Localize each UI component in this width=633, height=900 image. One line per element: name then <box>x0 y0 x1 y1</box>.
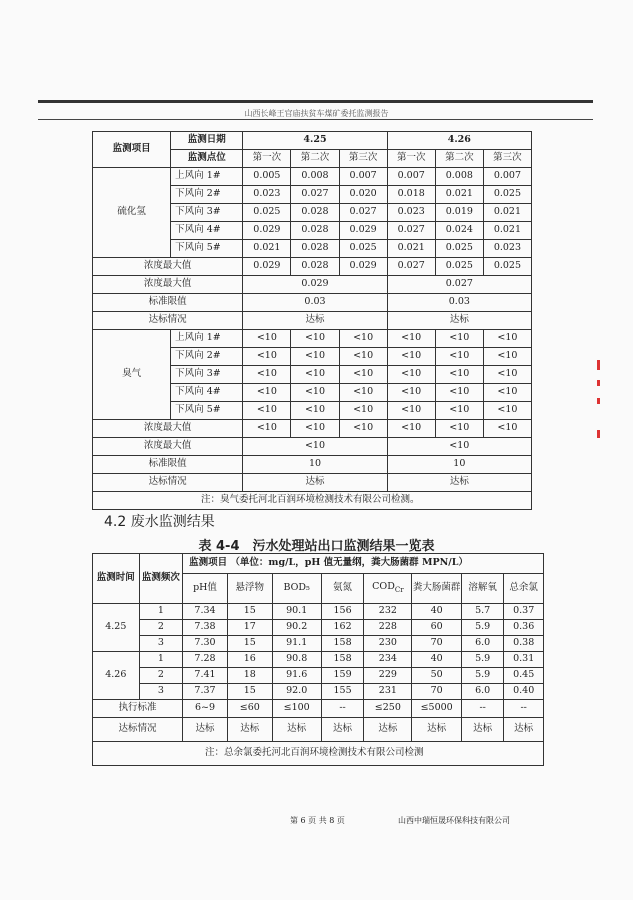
footer-page-number: 第 6 页 共 8 页 <box>290 816 345 825</box>
value-cell: 232 <box>364 604 412 620</box>
point-cell: 上风向 1# <box>171 168 243 186</box>
value-cell: 0.020 <box>339 186 387 204</box>
value-cell: 7.28 <box>183 652 228 668</box>
summary-label: 执行标准 <box>93 700 183 718</box>
value-cell: <10 <box>483 402 531 420</box>
status-row <box>93 718 544 742</box>
value-cell: 7.37 <box>183 684 228 700</box>
standard-value: ≤100 <box>272 700 321 718</box>
value-cell: 7.38 <box>183 620 228 636</box>
point-cell: 下风向 4# <box>171 222 243 240</box>
value-cell: 0.025 <box>435 258 483 276</box>
freq-cell: 2 <box>139 620 182 636</box>
summary-label: 浓度最大值 <box>93 276 243 294</box>
value-cell: 0.029 <box>339 258 387 276</box>
group-name: 臭气 <box>93 330 171 420</box>
freq-cell: 1 <box>139 652 182 668</box>
summary-label: 达标情况 <box>93 718 183 742</box>
footer-company: 山西中瑞恒晟环保科技有限公司 <box>398 816 510 825</box>
value-cell: <10 <box>291 330 339 348</box>
header-row <box>93 554 544 574</box>
status-value: 达标 <box>227 718 272 742</box>
column-header: 粪大肠菌群 <box>412 574 462 604</box>
header-rule <box>38 100 593 103</box>
value-cell: <10 <box>339 330 387 348</box>
value-cell: 0.018 <box>387 186 435 204</box>
group-name: 硫化氢 <box>93 168 171 258</box>
value-cell: 15 <box>227 636 272 652</box>
value-cell: 7.34 <box>183 604 228 620</box>
value-cell: 0.025 <box>483 258 531 276</box>
table-row <box>93 668 544 684</box>
column-header: 溶解氧 <box>461 574 503 604</box>
value-cell: 0.023 <box>243 186 291 204</box>
freq-header: 监测频次 <box>139 554 182 604</box>
freq-cell: 1 <box>139 604 182 620</box>
time-header: 第三次 <box>483 150 531 168</box>
table-row <box>93 636 544 652</box>
value-cell: 158 <box>321 636 364 652</box>
value-cell: 70 <box>412 684 462 700</box>
value-cell: <10 <box>435 330 483 348</box>
point-cell: 下风向 2# <box>171 348 243 366</box>
summary-value: 达标 <box>387 312 531 330</box>
value-cell: 60 <box>412 620 462 636</box>
value-cell: 0.021 <box>243 240 291 258</box>
value-cell: 6.0 <box>461 684 503 700</box>
summary-value: <10 <box>387 438 531 456</box>
date-header: 监测日期 <box>171 132 243 150</box>
value-cell: 5.9 <box>461 620 503 636</box>
wastewater-table <box>92 553 544 766</box>
cod-subscript: Cr <box>394 586 404 595</box>
value-cell: <10 <box>483 384 531 402</box>
header-text: 山西长峰王官庙扶贫车煤矿委托监测报告 <box>244 109 389 118</box>
column-header: BOD₅ <box>272 574 321 604</box>
air-monitoring-table <box>92 131 532 510</box>
value-cell: <10 <box>387 384 435 402</box>
value-cell: 0.008 <box>435 168 483 186</box>
value-cell: 162 <box>321 620 364 636</box>
value-cell: 0.027 <box>387 222 435 240</box>
table-row <box>93 456 532 474</box>
column-header: 氨氮 <box>321 574 364 604</box>
freq-cell: 3 <box>139 636 182 652</box>
value-cell: 0.025 <box>339 240 387 258</box>
value-cell: 0.024 <box>435 222 483 240</box>
column-header: pH值 <box>183 574 228 604</box>
standard-value: ≤5000 <box>412 700 462 718</box>
point-cell: 下风向 5# <box>171 240 243 258</box>
value-cell: <10 <box>339 348 387 366</box>
column-header: $COD_{Cr}$ <box>364 574 412 604</box>
time-header: 监测时间 <box>93 554 140 604</box>
status-value: 达标 <box>364 718 412 742</box>
value-cell: 91.1 <box>272 636 321 652</box>
stamp-edge-mark <box>597 360 600 370</box>
value-cell: 7.41 <box>183 668 228 684</box>
date-cell: 4.26 <box>93 652 140 700</box>
standard-value: -- <box>461 700 503 718</box>
value-cell: 0.37 <box>504 604 544 620</box>
value-cell: <10 <box>387 366 435 384</box>
stamp-edge-mark <box>597 398 600 404</box>
date-cell: 4.25 <box>93 604 140 652</box>
summary-value: 10 <box>243 456 387 474</box>
value-cell: 0.021 <box>483 204 531 222</box>
time-header: 第一次 <box>387 150 435 168</box>
status-value: 达标 <box>183 718 228 742</box>
value-cell: 7.30 <box>183 636 228 652</box>
value-cell: 70 <box>412 636 462 652</box>
value-cell: 0.45 <box>504 668 544 684</box>
value-cell: 0.029 <box>243 222 291 240</box>
time-header: 第二次 <box>435 150 483 168</box>
date-cell: 4.25 <box>243 132 387 150</box>
value-cell: <10 <box>483 348 531 366</box>
point-cell: 下风向 2# <box>171 186 243 204</box>
value-cell: <10 <box>435 384 483 402</box>
value-cell: 90.1 <box>272 604 321 620</box>
value-cell: 0.028 <box>291 204 339 222</box>
column-header: 悬浮物 <box>227 574 272 604</box>
standard-value: ≤250 <box>364 700 412 718</box>
value-cell: 0.025 <box>483 186 531 204</box>
summary-value: 0.03 <box>243 294 387 312</box>
status-value: 达标 <box>272 718 321 742</box>
value-cell: 0.008 <box>291 168 339 186</box>
table-row <box>93 604 544 620</box>
value-cell: 230 <box>364 636 412 652</box>
value-cell: <10 <box>243 420 291 438</box>
value-cell: 0.029 <box>243 258 291 276</box>
table-row <box>93 294 532 312</box>
value-cell: <10 <box>243 402 291 420</box>
status-value: 达标 <box>461 718 503 742</box>
value-cell: 5.9 <box>461 668 503 684</box>
value-cell: 0.007 <box>483 168 531 186</box>
standard-value: ≤60 <box>227 700 272 718</box>
value-cell: 0.021 <box>483 222 531 240</box>
freq-cell: 3 <box>139 684 182 700</box>
stamp-edge-mark <box>597 430 600 438</box>
item-header: 监测项目 <box>93 132 171 168</box>
summary-label: 标准限值 <box>93 456 243 474</box>
value-cell: 50 <box>412 668 462 684</box>
value-cell: 0.36 <box>504 620 544 636</box>
value-cell: 0.029 <box>339 222 387 240</box>
value-cell: <10 <box>243 330 291 348</box>
column-header: 总余氯 <box>504 574 544 604</box>
value-cell: <10 <box>339 402 387 420</box>
value-cell: 40 <box>412 604 462 620</box>
value-cell: 158 <box>321 652 364 668</box>
table-row <box>93 438 532 456</box>
time-header: 第一次 <box>243 150 291 168</box>
value-cell: <10 <box>339 420 387 438</box>
value-cell: 18 <box>227 668 272 684</box>
value-cell: <10 <box>387 348 435 366</box>
summary-label: 标准限值 <box>93 294 243 312</box>
table-row <box>93 276 532 294</box>
note-row <box>93 742 544 766</box>
table-row <box>93 474 532 492</box>
value-cell: 15 <box>227 684 272 700</box>
status-value: 达标 <box>321 718 364 742</box>
stamp-edge-mark <box>597 380 600 386</box>
summary-value: 达标 <box>387 474 531 492</box>
value-cell: 90.2 <box>272 620 321 636</box>
table-note: 注：臭气委托河北百润环境检测技术有限公司检测。 <box>93 492 532 510</box>
time-header: 第二次 <box>291 150 339 168</box>
value-cell: 0.019 <box>435 204 483 222</box>
table-row <box>93 420 532 438</box>
standard-value: -- <box>321 700 364 718</box>
value-cell: 40 <box>412 652 462 668</box>
value-cell: <10 <box>387 402 435 420</box>
summary-label: 浓度最大值 <box>93 258 243 276</box>
value-cell: <10 <box>291 384 339 402</box>
value-cell: 6.0 <box>461 636 503 652</box>
value-cell: 229 <box>364 668 412 684</box>
value-cell: 17 <box>227 620 272 636</box>
table-row <box>93 330 532 348</box>
table-row <box>93 312 532 330</box>
freq-cell: 2 <box>139 668 182 684</box>
note-row <box>93 492 532 510</box>
value-cell: 0.021 <box>387 240 435 258</box>
value-cell: <10 <box>291 348 339 366</box>
value-cell: <10 <box>291 420 339 438</box>
table-row <box>93 168 532 186</box>
value-cell: <10 <box>483 420 531 438</box>
value-cell: 0.025 <box>243 204 291 222</box>
point-cell: 下风向 4# <box>171 384 243 402</box>
summary-value: 0.029 <box>243 276 387 294</box>
point-cell: 上风向 1# <box>171 330 243 348</box>
status-value: 达标 <box>504 718 544 742</box>
value-cell: <10 <box>243 348 291 366</box>
value-cell: 159 <box>321 668 364 684</box>
value-cell: 0.021 <box>435 186 483 204</box>
summary-label: 浓度最大值 <box>93 438 243 456</box>
value-cell: 5.9 <box>461 652 503 668</box>
value-cell: <10 <box>387 420 435 438</box>
value-cell: 0.027 <box>387 258 435 276</box>
value-cell: 155 <box>321 684 364 700</box>
value-cell: 231 <box>364 684 412 700</box>
value-cell: 0.027 <box>291 186 339 204</box>
value-cell: 0.38 <box>504 636 544 652</box>
summary-label: 达标情况 <box>93 474 243 492</box>
value-cell: 90.8 <box>272 652 321 668</box>
point-header: 监测点位 <box>171 150 243 168</box>
value-cell: 0.31 <box>504 652 544 668</box>
value-cell: <10 <box>339 384 387 402</box>
value-cell: 15 <box>227 604 272 620</box>
table-row <box>93 684 544 700</box>
table-caption: 表 4-4 污水处理站出口监测结果一览表 <box>198 539 435 554</box>
value-cell: 0.007 <box>339 168 387 186</box>
value-cell: <10 <box>435 366 483 384</box>
value-cell: 16 <box>227 652 272 668</box>
header-rule-thin <box>38 119 593 120</box>
value-cell: <10 <box>387 330 435 348</box>
point-cell: 下风向 5# <box>171 402 243 420</box>
value-cell: <10 <box>435 420 483 438</box>
summary-value: 0.03 <box>387 294 531 312</box>
table-row <box>93 258 532 276</box>
summary-label: 达标情况 <box>93 312 243 330</box>
value-cell: <10 <box>243 366 291 384</box>
summary-label: 浓度最大值 <box>93 420 243 438</box>
section-title: 4.2 废水监测结果 <box>104 514 215 530</box>
value-cell: 0.005 <box>243 168 291 186</box>
value-cell: 5.7 <box>461 604 503 620</box>
value-cell: 234 <box>364 652 412 668</box>
value-cell: <10 <box>339 366 387 384</box>
value-cell: 0.40 <box>504 684 544 700</box>
standard-value: 6~9 <box>183 700 228 718</box>
value-cell: 228 <box>364 620 412 636</box>
value-cell: 0.028 <box>291 258 339 276</box>
value-cell: 0.023 <box>387 204 435 222</box>
value-cell: 0.023 <box>483 240 531 258</box>
item-header: 监测项目 （单位：mg/L，pH 值无量纲，粪大肠菌群 MPN/L） <box>183 554 544 574</box>
value-cell: 0.025 <box>435 240 483 258</box>
value-cell: 91.6 <box>272 668 321 684</box>
value-cell: <10 <box>291 402 339 420</box>
value-cell: <10 <box>435 348 483 366</box>
summary-value: 达标 <box>243 474 387 492</box>
summary-value: 10 <box>387 456 531 474</box>
summary-value: 0.027 <box>387 276 531 294</box>
value-cell: 0.028 <box>291 222 339 240</box>
value-cell: 92.0 <box>272 684 321 700</box>
value-cell: <10 <box>483 330 531 348</box>
value-cell: 0.007 <box>387 168 435 186</box>
point-cell: 下风向 3# <box>171 366 243 384</box>
standard-row <box>93 700 544 718</box>
table-note: 注：总余氯委托河北百润环境检测技术有限公司检测 <box>93 742 544 766</box>
value-cell: 0.027 <box>339 204 387 222</box>
date-cell: 4.26 <box>387 132 531 150</box>
standard-value: -- <box>504 700 544 718</box>
value-cell: 0.028 <box>291 240 339 258</box>
header-row <box>93 132 532 150</box>
point-cell: 下风向 3# <box>171 204 243 222</box>
summary-value: 达标 <box>243 312 387 330</box>
value-cell: <10 <box>483 366 531 384</box>
summary-value: <10 <box>243 438 387 456</box>
time-header: 第三次 <box>339 150 387 168</box>
value-cell: <10 <box>291 366 339 384</box>
table-row <box>93 652 544 668</box>
value-cell: <10 <box>243 384 291 402</box>
value-cell: <10 <box>435 402 483 420</box>
status-value: 达标 <box>412 718 462 742</box>
table-row <box>93 620 544 636</box>
value-cell: 156 <box>321 604 364 620</box>
